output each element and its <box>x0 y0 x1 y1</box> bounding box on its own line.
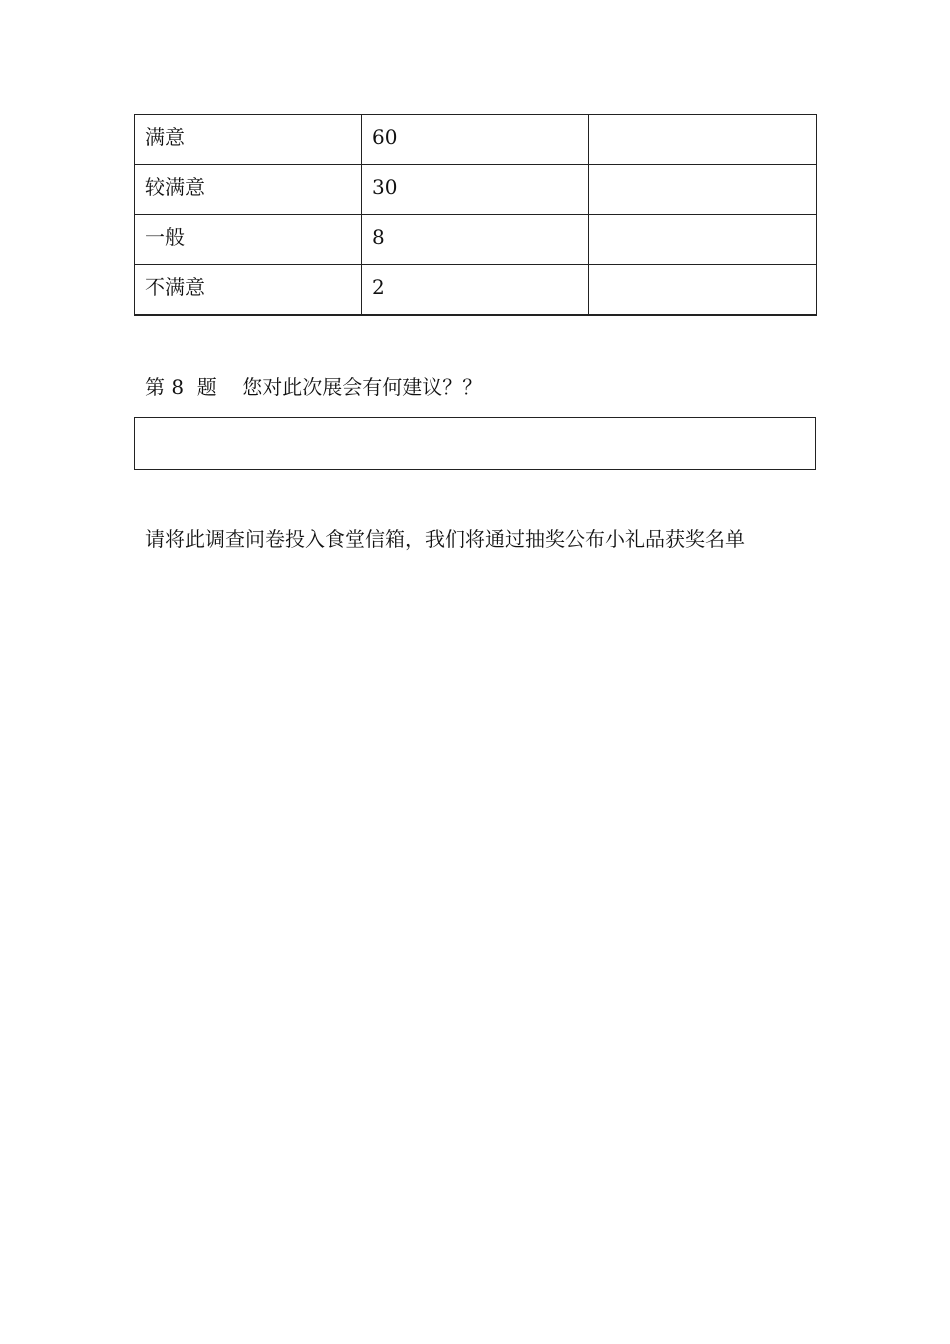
empty-cell <box>589 265 817 315</box>
option-cell: 不满意 <box>135 265 362 315</box>
empty-cell <box>589 165 817 215</box>
satisfaction-table <box>134 114 817 316</box>
empty-cell <box>589 215 817 265</box>
option-cell: 较满意 <box>135 165 362 215</box>
question-8-text: 第 8 题 您对此次展会有何建议？？ <box>145 375 483 399</box>
table-row <box>135 265 817 315</box>
table-row <box>135 165 817 215</box>
count-cell: 30 <box>362 165 589 215</box>
table-row <box>135 115 817 165</box>
suggestion-answer-box[interactable] <box>134 417 816 470</box>
count-cell: 2 <box>362 265 589 315</box>
option-cell: 一般 <box>135 215 362 265</box>
count-cell: 60 <box>362 115 589 165</box>
option-cell: 满意 <box>135 115 362 165</box>
empty-cell <box>589 115 817 165</box>
count-cell: 8 <box>362 215 589 265</box>
table-row <box>135 215 817 265</box>
submission-notice: 请将此调查问卷投入食堂信箱，我们将通过抽奖公布小礼品获奖名单 <box>145 527 745 551</box>
